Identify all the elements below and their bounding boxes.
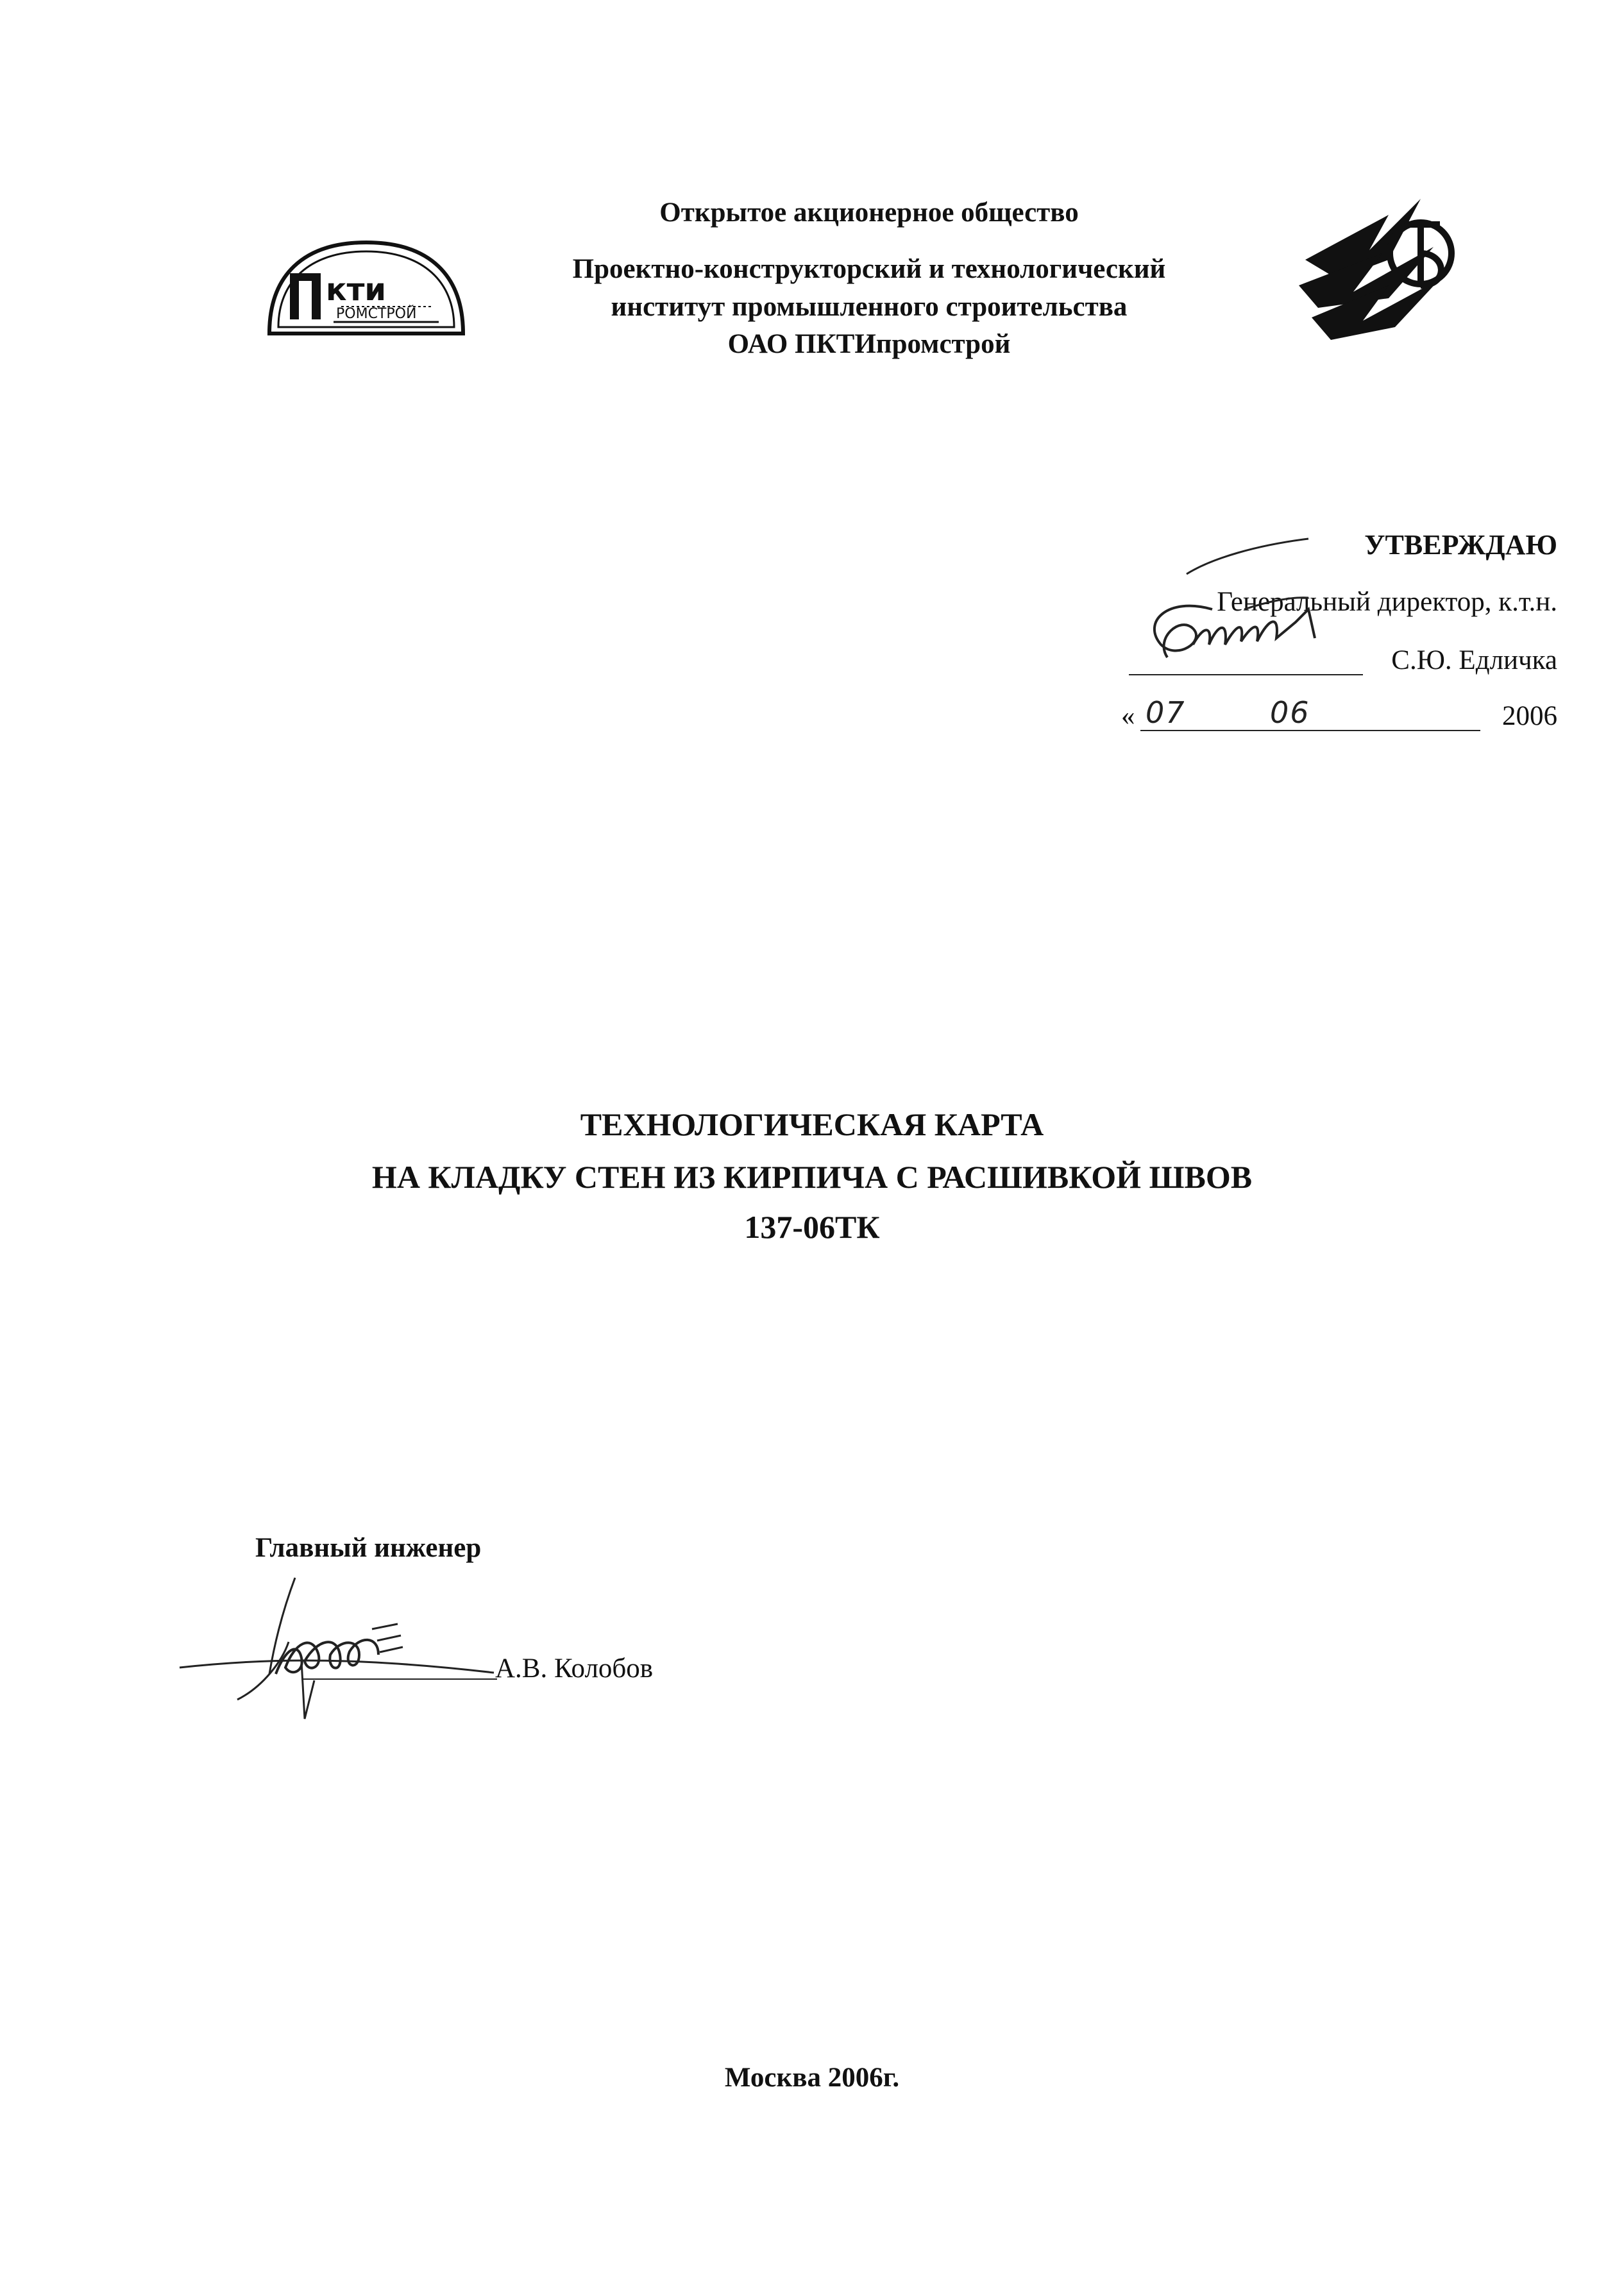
svg-text:кти: кти <box>326 272 387 308</box>
footer-city-year: Москва 2006г. <box>724 2063 900 2093</box>
org-name-line-3: ОАО ПКТИпромстрой <box>727 329 1011 359</box>
document-title-line-2: НА КЛАДКУ СТЕН ИЗ КИРПИЧА С РАСШИВКОЙ ШВОВ <box>371 1159 1253 1195</box>
chief-engineer-name: А.В. Колобов <box>495 1653 654 1684</box>
date-year: 2006 <box>1502 701 1557 731</box>
chief-engineer-signature <box>173 1565 507 1725</box>
company-type-label: Открытое акционерное общество <box>659 198 1079 228</box>
pkti-logo-icon <box>264 237 468 339</box>
approval-date <box>1121 695 1557 739</box>
director-signature <box>1116 526 1373 693</box>
org-name-line-2: институт промышленного строительства <box>611 292 1128 322</box>
stylized-3b-emblem-icon <box>1292 189 1466 350</box>
svg-text:РОМСТРОЙ: РОМСТРОЙ <box>336 306 417 322</box>
document-code: 137-06ТК <box>744 1209 880 1245</box>
approval-title: УТВЕРЖДАЮ <box>1364 529 1557 561</box>
date-quote-open: « <box>1121 701 1135 731</box>
approver-position: Генеральный директор, к.т.н. <box>1217 587 1557 617</box>
date-month-handwritten: 06 <box>1270 695 1310 730</box>
org-name-line-1: Проектно-конструкторский и технологический <box>572 254 1166 284</box>
date-underline <box>1140 730 1480 731</box>
approver-name: С.Ю. Едличка <box>1391 645 1557 675</box>
date-day-handwritten: 07 <box>1146 695 1186 730</box>
chief-engineer-label: Главный инженер <box>255 1533 482 1563</box>
document-title-line-1: ТЕХНОЛОГИЧЕСКАЯ КАРТА <box>580 1106 1044 1142</box>
